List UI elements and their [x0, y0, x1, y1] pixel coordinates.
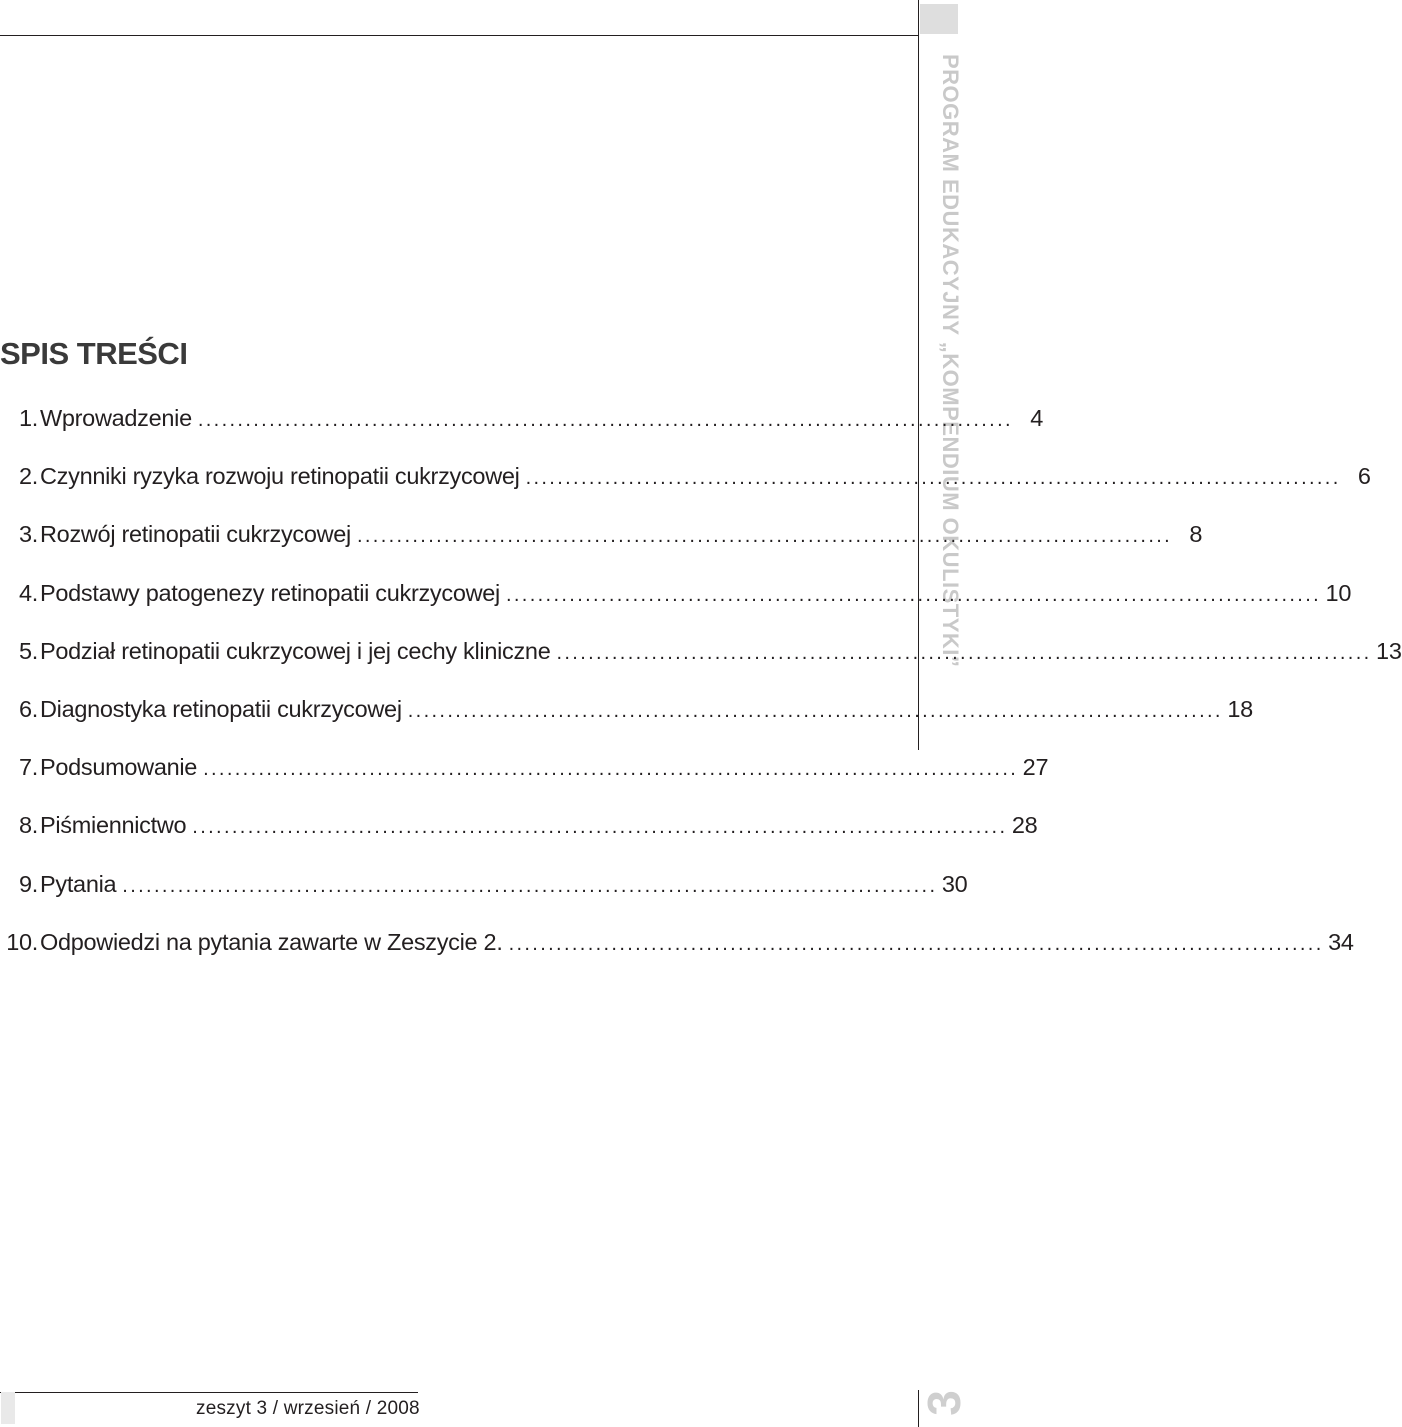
toc-entry-leader: [192, 816, 1003, 839]
toc-entry-leader: [556, 642, 1367, 665]
toc-entry-leader: [198, 409, 1009, 432]
toc-entry-leader: [509, 933, 1320, 956]
toc-entry[interactable]: [0, 405, 1043, 463]
toc-entry-leader: [408, 700, 1219, 723]
toc-entry-number: 4.: [19, 579, 38, 606]
toc-entry-title: Wprowadzenie: [40, 405, 192, 431]
page-number: 3: [918, 1390, 970, 1416]
toc-entry-page: 28: [1011, 812, 1038, 839]
toc-entry-title: Piśmiennictwo: [40, 812, 187, 839]
toc-entry-page: 30: [941, 870, 968, 897]
table-of-contents: [0, 405, 1402, 987]
toc-entry[interactable]: [0, 463, 1371, 521]
toc-entry[interactable]: [0, 695, 1253, 754]
toc-entry-leader: [122, 875, 933, 898]
toc-entry-page: 6: [1357, 463, 1371, 490]
toc-entry-title: Diagnostyka retinopatii cukrzycowej: [40, 695, 402, 722]
toc-entry-page: 4: [1030, 405, 1043, 431]
toc-entry-title: Podstawy patogenezy retinopatii cukrzycowej: [40, 579, 500, 606]
toc-entry[interactable]: [0, 637, 1402, 696]
series-side-label: PROGRAM EDUKACYJNY „KOMPENDIUM OKULISTYKI”: [938, 54, 963, 668]
toc-entry-page: 13: [1376, 637, 1402, 664]
issue-footer: zeszyt 3 / wrzesień / 2008: [196, 1398, 420, 1419]
footer-box: [1, 1392, 15, 1424]
toc-entry-number: 2.: [19, 463, 38, 490]
side-rule: [918, 0, 919, 750]
toc-entry[interactable]: [0, 870, 968, 929]
toc-entry-number: 10.: [6, 928, 38, 955]
toc-entry-title: Pytania: [40, 870, 117, 897]
toc-entry-number: 8.: [19, 812, 38, 839]
toc-entry[interactable]: [0, 812, 1038, 870]
toc-entry-leader: [506, 584, 1317, 607]
toc-entry[interactable]: [0, 754, 1049, 812]
toc-entry[interactable]: [0, 579, 1352, 638]
toc-entry-title: Podsumowanie: [40, 754, 198, 781]
toc-entry-number: 9.: [19, 870, 38, 897]
toc-entry[interactable]: [0, 928, 1354, 987]
toc-entry-leader: [203, 758, 1014, 781]
toc-entry-title: Rozwój retinopatii cukrzycowej: [40, 521, 351, 548]
toc-entry-number: 1.: [19, 405, 38, 431]
page-title: SPIS TREŚCI: [0, 336, 188, 371]
toc-entry-number: 7.: [19, 754, 38, 781]
toc-entry-title: Czynniki ryzyka rozwoju retinopatii cukrzycowej: [40, 463, 520, 490]
toc-entry-number: 3.: [19, 521, 38, 548]
toc-entry-number: 5.: [19, 637, 38, 664]
toc-entry-page: 10: [1325, 579, 1352, 606]
toc-entry-leader: [357, 525, 1168, 548]
toc-entry-number: 6.: [19, 695, 38, 722]
toc-entry-page: 18: [1227, 695, 1253, 722]
toc-entry-page: 8: [1189, 521, 1203, 548]
toc-entry-title: Podział retinopatii cukrzycowej i jej cechy kliniczne: [40, 637, 551, 664]
toc-entry-page: 34: [1328, 928, 1354, 955]
toc-entry[interactable]: [0, 521, 1203, 579]
footer-rule: [0, 1392, 418, 1393]
side-bar-cap: [920, 4, 958, 34]
toc-entry-title: Odpowiedzi na pytania zawarte w Zeszycie 2.: [40, 928, 503, 955]
toc-entry-page: 27: [1022, 754, 1049, 781]
top-rule: [0, 35, 918, 36]
toc-entry-leader: [526, 467, 1337, 490]
